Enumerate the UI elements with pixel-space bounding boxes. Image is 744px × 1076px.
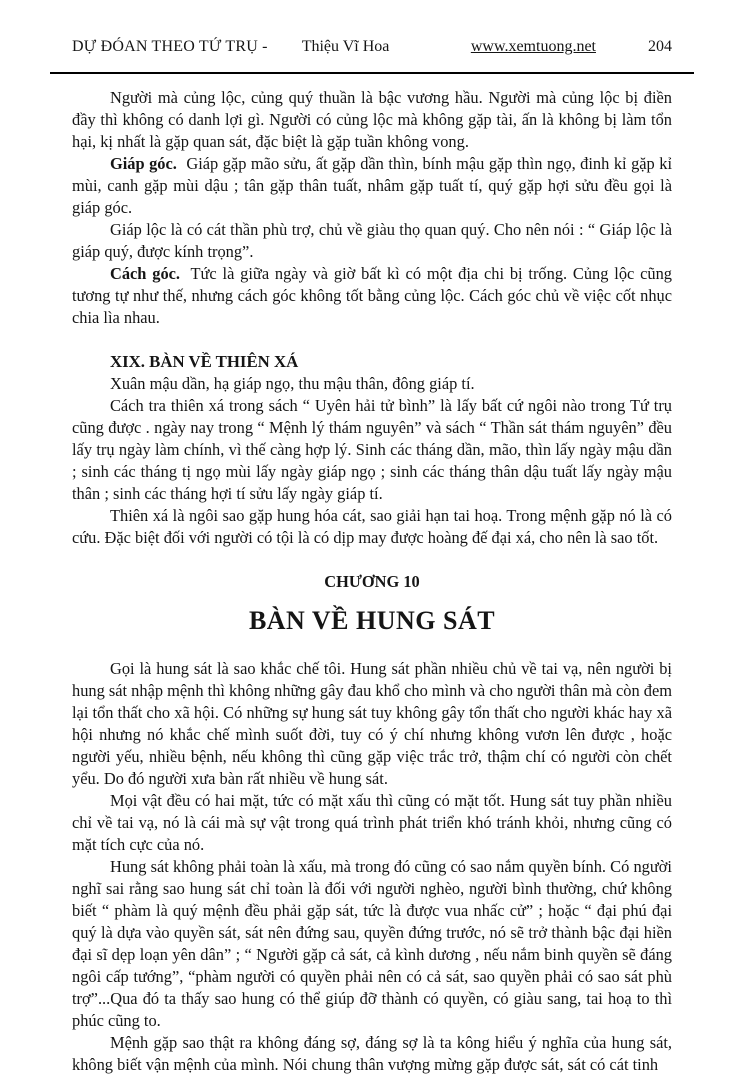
page-body xyxy=(72,87,672,1076)
header-author: Thiệu Vĩ Hoa xyxy=(301,38,390,55)
paragraph-lead: Giáp góc. xyxy=(110,154,177,173)
section-heading: XIX. BÀN VỀ THIÊN XÁ xyxy=(110,352,299,371)
paragraph xyxy=(72,153,672,219)
paragraph: Gọi là hung sát là sao khắc chế tôi. Hung sát phần nhiều chủ về tai vạ, nên người bị hung sát nhập mệnh thì không những gây đau khổ cho mình và cho người thân mà còn đem lại tổn thất cho xã hội. Có những sự hung sát tuy không gây tổn thất cho người khác hay xã hội nhưng nó khắc chế mình suốt đời, tuy có ý chí nhưng không vươn lên được , hoặc người yếu, nhiều bệnh, nếu không thì cũng gặp việc trắc trở, thậm chí có người còn chết yểu. Do đó người xưa bàn rất nhiều về hung sát. xyxy=(72,659,673,788)
paragraph: Giáp lộc là có cát thần phù trợ, chủ về giàu thọ quan quý. Cho nên nói : “ Giáp lộc là giáp quý, được kính trọng”. xyxy=(72,220,672,261)
paragraph-text: Giáp gặp mão sửu, ất gặp dần thìn, bính mậu gặp thìn ngọ, đinh kỉ gặp kỉ mùi, canh gặp mùi dậu ; tân gặp thân tuất, nhâm gặp tuất tí, quý gặp hợi sửu đều gọi là giáp góc. xyxy=(72,154,672,217)
paragraph: Xuân mậu dần, hạ giáp ngọ, thu mậu thân, đông giáp tí. xyxy=(110,374,475,393)
paragraph: Mọi vật đều có hai mặt, tức có mặt xấu thì cũng có mặt tốt. Hung sát tuy phần nhiều chỉ về tai vạ, nó là cái mà sự vật trong quá trình phát triển khó tránh khỏi, nhưng cũng có mặt tích cực của nó. xyxy=(72,791,672,854)
header-rule xyxy=(50,72,694,74)
paragraph: Mệnh gặp sao thật ra không đáng sợ, đáng sợ là ta kông hiểu ý nghĩa của hung sát, không biết vận mệnh của mình. Nói chung thân vượng mừng gặp được sát, sát có cát tinh xyxy=(72,1033,672,1074)
chapter-label: CHƯƠNG 10 xyxy=(324,572,420,591)
paragraph-text: Tức là giữa ngày và giờ bất kì có một địa chi bị trống. Củng lộc cũng tương tự như thế, nhưng cách góc không tốt bằng củng lộc. Cách góc chủ về việc cốt nhục chia lìa nhau. xyxy=(72,264,672,327)
paragraph: Hung sát không phải toàn là xấu, mà trong đó cũng có sao nắm quyền bính. Có người nghĩ sai rằng sao hung sát chỉ toàn là đối với người nghèo, người bình thường, chứ không biết “ phàm là quý mệnh đều phải gặp sát, tức là được vua nhấc cử” ; hoặc “ đại phú đại quý là dựa vào quyền sát, sát nên đứng sau, quyền đứng trước, nó sẽ trở thành bậc đại hiền đại sĩ dẹp loạn yên dân” ; “ Người gặp cả sát, cả kình dương , nếu nắm binh quyền sẽ đáng ngôi cấp tướng”, “phàm người có quyền phải nên có cả sát, sao quyền phải có sao sát phù trợ”...Qua đó ta thấy sao hung có thể giúp đỡ thành có quyền, có giàu sang, tai hoạ to thì phúc cũng to. xyxy=(72,857,672,1030)
page-header xyxy=(72,38,672,56)
paragraph xyxy=(72,263,672,329)
paragraph: Người mà củng lộc, củng quý thuần là bậc vương hầu. Người mà củng lộc bị điền đầy thì không có danh lợi gì. Người có củng lộc mà không gặp tài, ấn là không bị làm tổn hại, kị nhất là gặp quan sát, đặc biệt là gặp tuần không vong. xyxy=(72,88,672,151)
chapter-title: BÀN VỀ HUNG SÁT xyxy=(248,606,496,635)
header-website-link[interactable]: www.xemtuong.net xyxy=(470,38,596,55)
header-page-number: 204 xyxy=(648,38,672,55)
paragraph: Thiên xá là ngôi sao gặp hung hóa cát, sao giải hạn tai hoạ. Trong mệnh gặp nó là có cứu. Đặc biệt đối với người có tội là có dịp may được hoàng đế đại xá, cho nên là sao tốt. xyxy=(72,506,672,547)
paragraph-lead: Cách góc. xyxy=(110,264,181,283)
paragraph: Cách tra thiên xá trong sách “ Uyên hải tử bình” là lấy bất cứ ngôi nào trong Tứ trụ cũng được . ngày nay trong “ Mệnh lý thám nguyên” và sách “ Thần sát thám nguyên” đều lấy trụ ngày làm chính, vì thế càng hợp lý. Sinh các tháng dần, mão, thìn lấy ngày mậu dần ; sinh các tháng tị ngọ mùi lấy ngày giáp ngọ ; sinh các tháng thân dậu tuất lấy ngày mậu thân ; sinh các tháng hợi tí sửu lấy ngày giáp tí. xyxy=(72,396,672,503)
header-title: DỰ ĐÓAN THEO TỨ TRỤ - xyxy=(72,38,268,55)
